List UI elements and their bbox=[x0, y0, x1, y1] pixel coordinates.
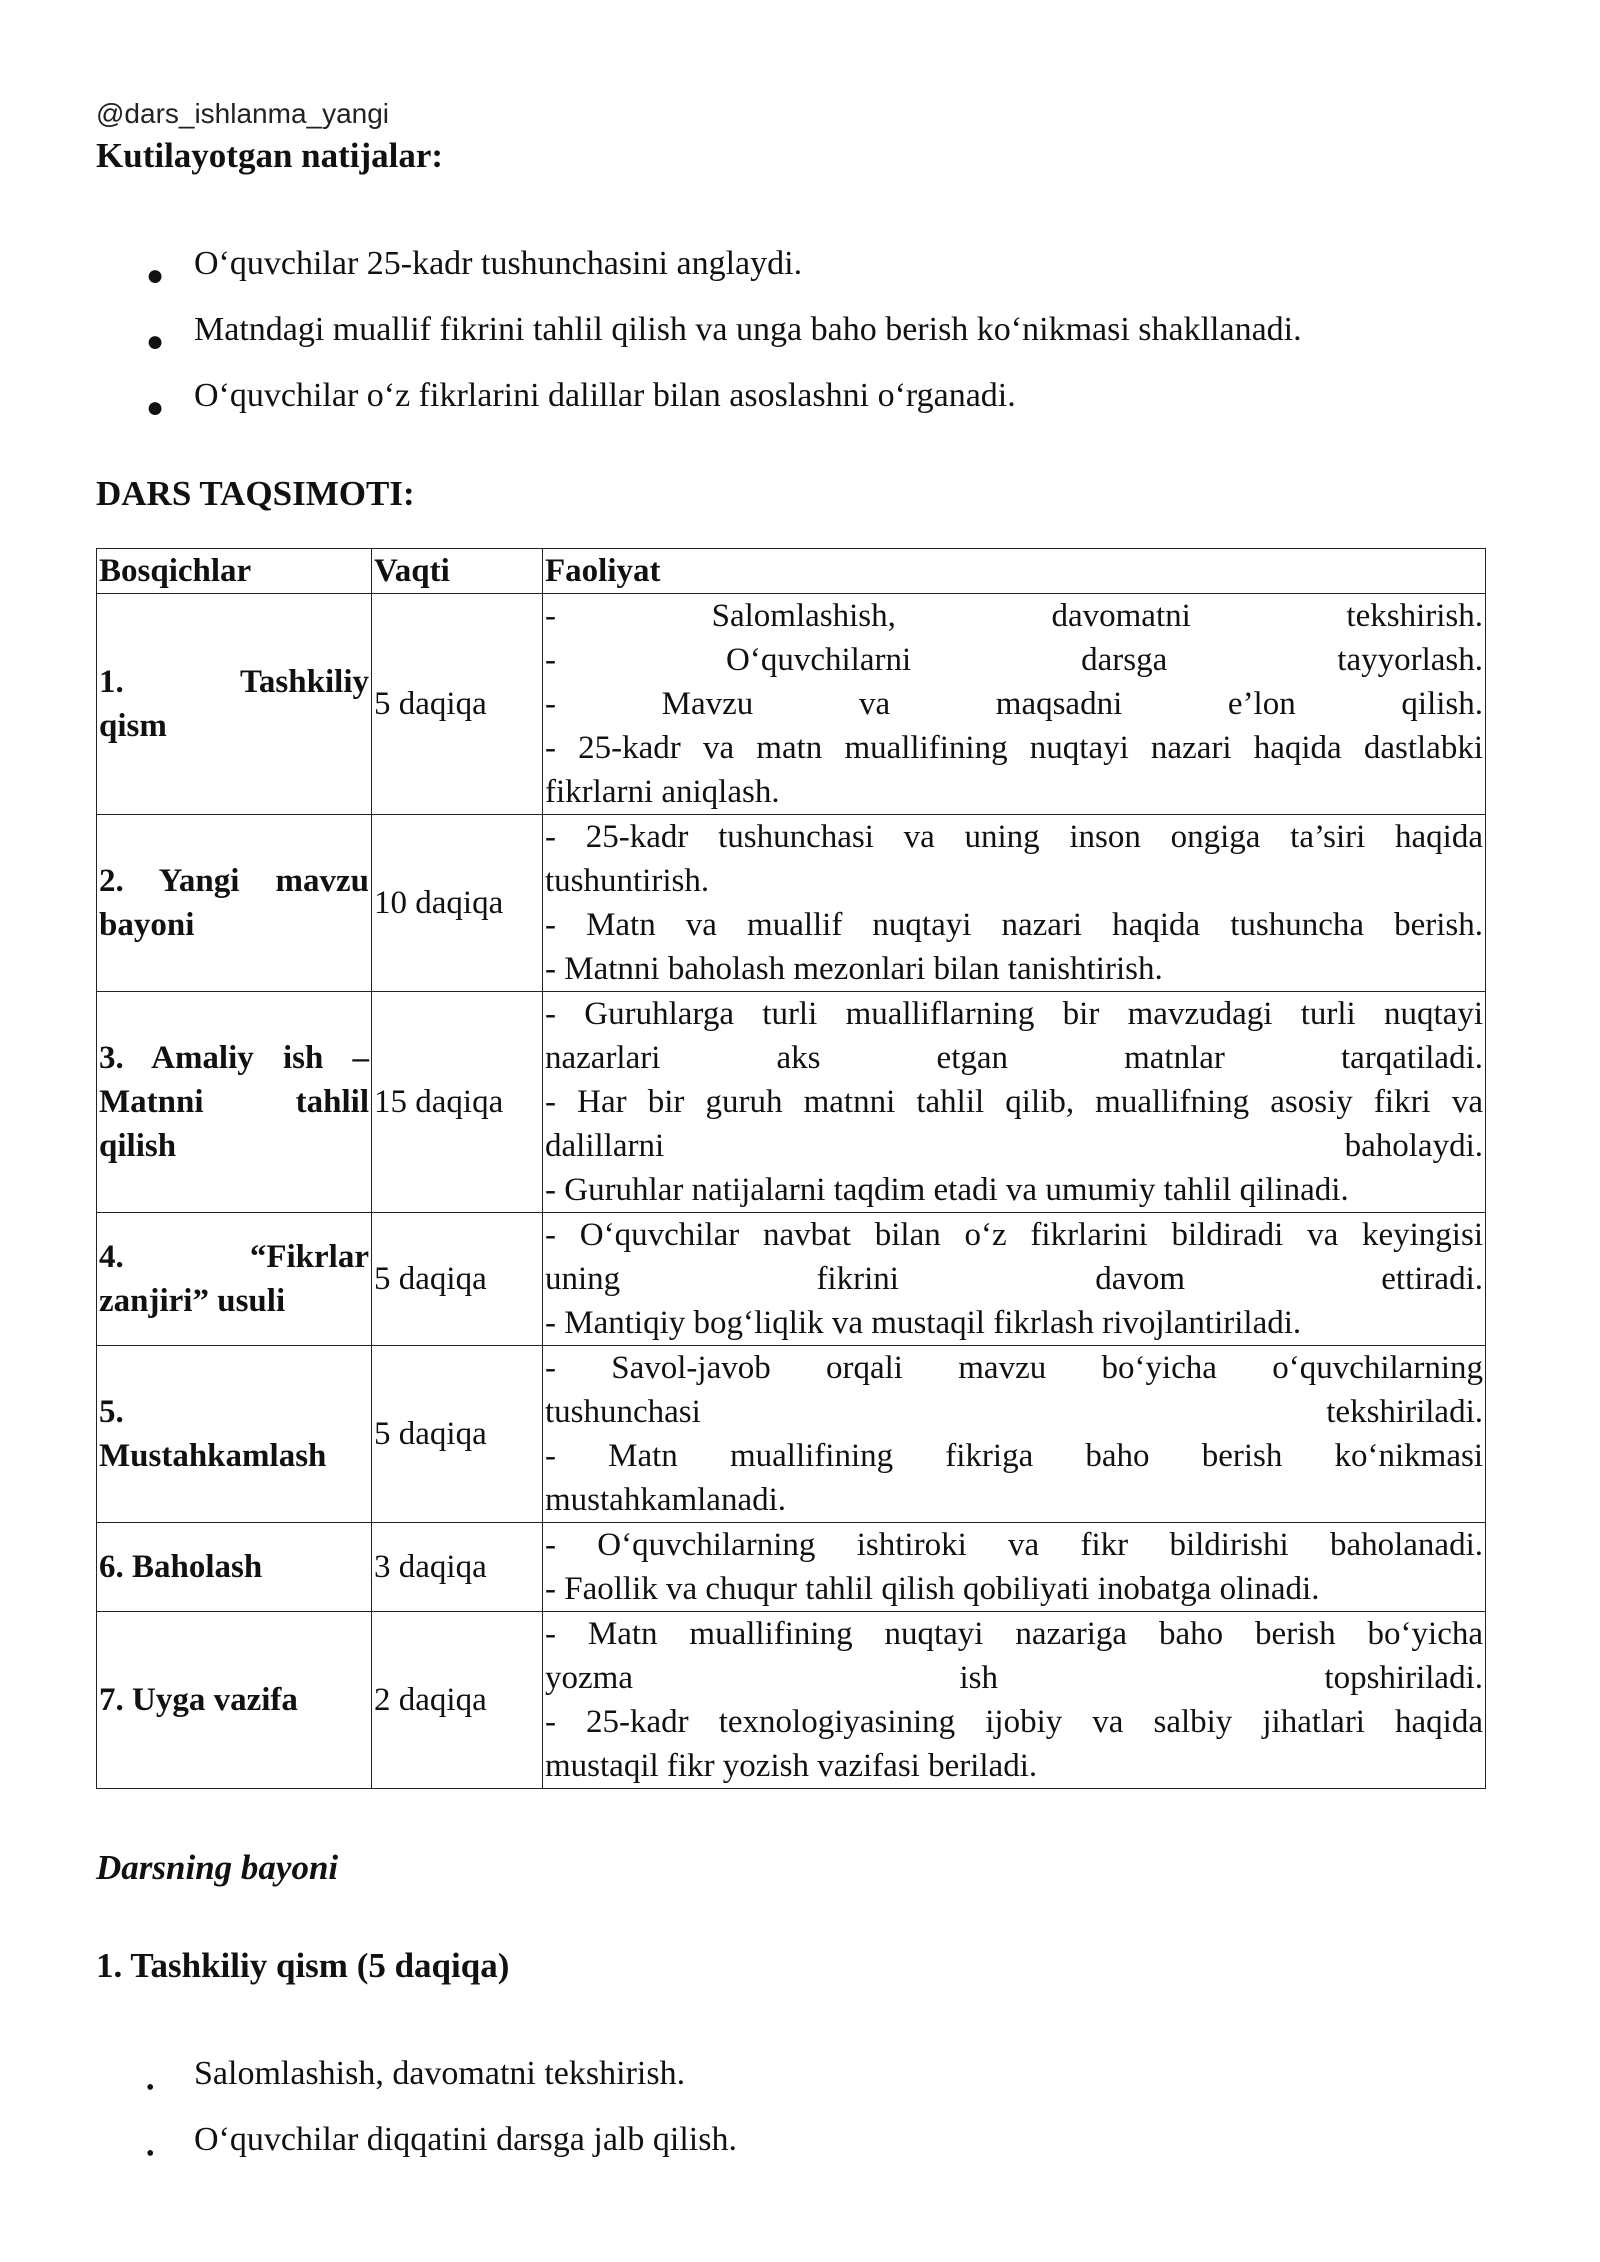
expected-results-list bbox=[96, 242, 1302, 440]
activity-cell: - O‘quvchilar navbat bilan o‘z fikrlarini bildiradi va keyingisi uning fikrini davom ettiradi. - Mantiqiy bog‘liqlik va mustaqil fikrlash rivojlantiriladi. bbox=[543, 1213, 1486, 1346]
table-header-row bbox=[97, 549, 1486, 594]
time-cell: 2 daqiqa bbox=[372, 1612, 543, 1789]
stage-cell: 2. Yangi mavzu bayoni bbox=[97, 815, 372, 992]
time-cell: 10 daqiqa bbox=[372, 815, 543, 992]
header-time: Vaqti bbox=[372, 549, 543, 594]
time-cell: 5 daqiqa bbox=[372, 1346, 543, 1523]
bullet-icon: • bbox=[146, 2141, 155, 2167]
activity-cell: - O‘quvchilarning ishtiroki va fikr bildirishi baholanadi. - Faollik va chuqur tahlil qilish qobiliyati inobatga olinadi. bbox=[543, 1523, 1486, 1612]
stage-cell: 6. Baholash bbox=[97, 1523, 372, 1612]
stage-cell: 5. Mustahkamlash bbox=[97, 1346, 372, 1523]
table-row bbox=[97, 594, 1486, 815]
table-row bbox=[97, 1523, 1486, 1612]
bullet-icon: ● bbox=[146, 259, 165, 292]
table-row bbox=[97, 1213, 1486, 1346]
lesson-plan-heading: DARS TAQSIMOTI: bbox=[96, 474, 415, 513]
list-item: • Salomlashish, davomatni tekshirish. bbox=[96, 2052, 737, 2118]
activity-cell: - Savol-javob orqali mavzu bo‘yicha o‘quvchilarning tushunchasi tekshiriladi. - Matn muallifining fikriga baho berish ko‘nikmasi mustahkamlanadi. bbox=[543, 1346, 1486, 1523]
lesson-description-heading: Darsning bayoni bbox=[96, 1848, 339, 1887]
activity-cell: - 25-kadr tushunchasi va uning inson ongiga ta’siri haqida tushuntirish. - Matn va muallif nuqtayi nazari haqida tushuncha berish. - Matnni baholash mezonlari bilan tanishtirish. bbox=[543, 815, 1486, 992]
time-cell: 5 daqiqa bbox=[372, 1213, 543, 1346]
bullet-icon: ● bbox=[146, 391, 165, 424]
table-row bbox=[97, 992, 1486, 1213]
stage-cell: 7. Uyga vazifa bbox=[97, 1612, 372, 1789]
list-item: ● Matndagi muallif fikrini tahlil qilish va unga baho berish ko‘nikmasi shakllanadi. bbox=[96, 308, 1302, 374]
activity-cell: - Salomlashish, davomatni tekshirish. - O‘quvchilarni darsga tayyorlash. - Mavzu va maqsadni e’lon qilish. - 25-kadr va matn muallifining nuqtayi nazari haqida dastlabki fikrlarni aniqlash. bbox=[543, 594, 1486, 815]
list-item: • O‘quvchilar diqqatini darsga jalb qilish. bbox=[96, 2118, 737, 2184]
table-row bbox=[97, 1346, 1486, 1523]
header-activity: Faoliyat bbox=[543, 549, 1486, 594]
table-row bbox=[97, 1612, 1486, 1789]
time-cell: 15 daqiqa bbox=[372, 992, 543, 1213]
section-heading: 1. Tashkiliy qism (5 daqiqa) bbox=[96, 1946, 510, 1985]
table-row bbox=[97, 815, 1486, 992]
list-item: ● O‘quvchilar 25-kadr tushunchasini anglaydi. bbox=[96, 242, 1302, 308]
lesson-plan-table bbox=[96, 548, 1486, 1789]
bullet-icon: ● bbox=[146, 325, 165, 358]
bullet-icon: • bbox=[146, 2075, 155, 2101]
expected-results-heading: Kutilayotgan natijalar: bbox=[96, 136, 444, 175]
list-item: ● O‘quvchilar o‘z fikrlarini dalillar bilan asoslashni o‘rganadi. bbox=[96, 374, 1302, 440]
stage-cell: 1. Tashkiliy qism bbox=[97, 594, 372, 815]
stage-cell: 4. “Fikrlar zanjiri” usuli bbox=[97, 1213, 372, 1346]
activity-cell: - Guruhlarga turli mualliflarning bir mavzudagi turli nuqtayi nazarlari aks etgan matnlar tarqatiladi. - Har bir guruh matnni tahlil qilib, muallifning asosiy fikri va dalillarni baholaydi. - Guruhlar natijalarni taqdim etadi va umumiy tahlil qilinadi. bbox=[543, 992, 1486, 1213]
stage-cell: 3. Amaliy ish – Matnni tahlil qilish bbox=[97, 992, 372, 1213]
activity-cell: - Matn muallifining nuqtayi nazariga baho berish bo‘yicha yozma ish topshiriladi. - 25-kadr texnologiyasining ijobiy va salbiy jihatlari haqida mustaqil fikr yozish vazifasi beriladi. bbox=[543, 1612, 1486, 1789]
channel-watermark: @dars_ishlanma_yangi bbox=[96, 98, 390, 129]
header-stages: Bosqichlar bbox=[97, 549, 372, 594]
time-cell: 3 daqiqa bbox=[372, 1523, 543, 1612]
time-cell: 5 daqiqa bbox=[372, 594, 543, 815]
section-list bbox=[96, 2052, 737, 2184]
